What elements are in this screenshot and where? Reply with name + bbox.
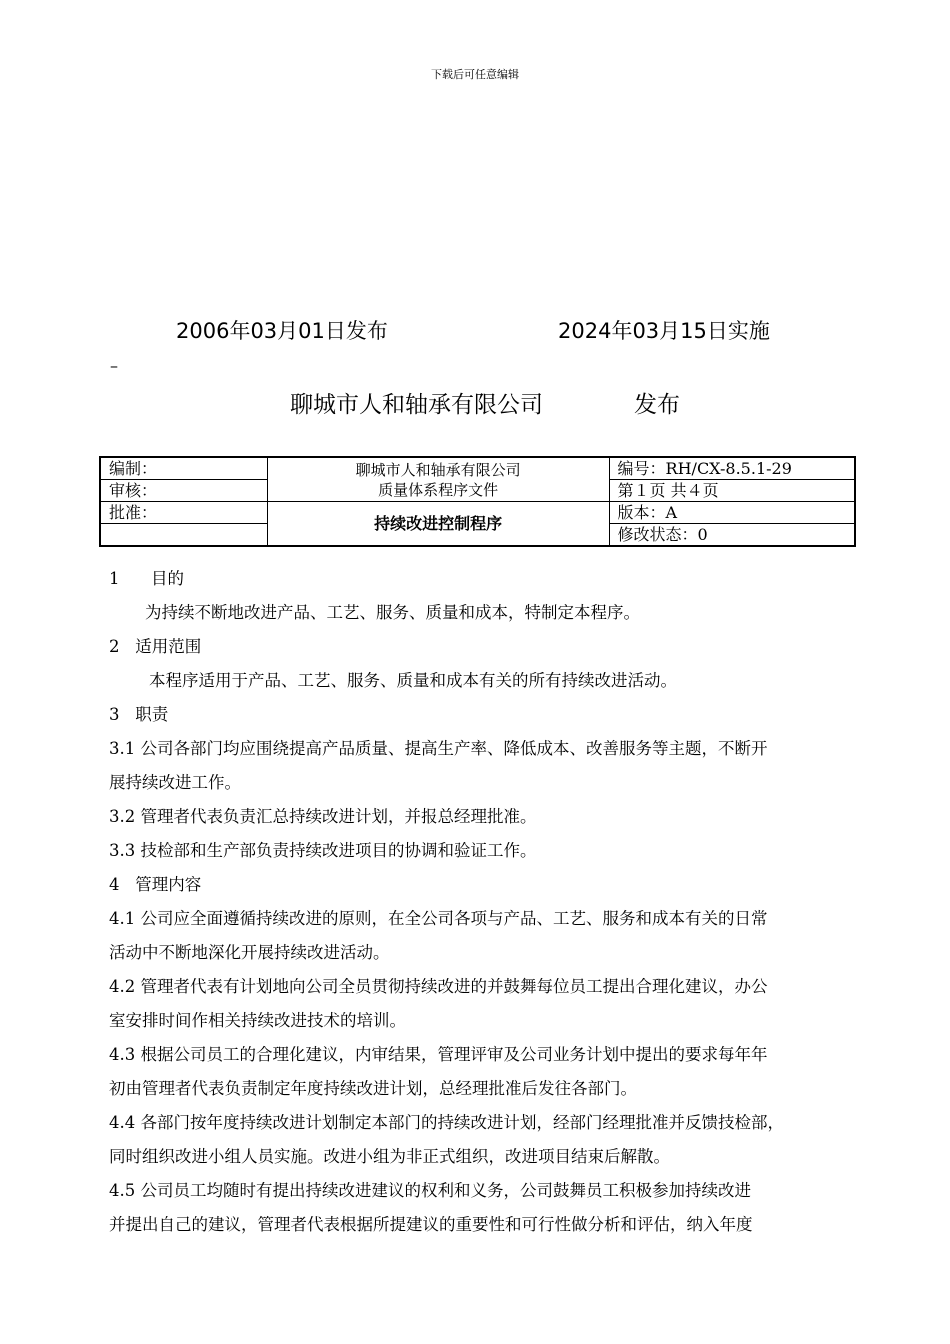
compiled-label: 编制：: [100, 457, 267, 480]
document-body: [109, 562, 869, 1242]
section-3-1-line2: 展持续改进工作。: [109, 773, 241, 792]
section-3-title: 3 职责: [109, 705, 169, 724]
revision-status: 修改状态：0: [609, 524, 855, 547]
dash-mark: –: [110, 356, 118, 375]
section-4-title: 4 管理内容: [109, 875, 202, 894]
section-4-3-line1: 4.3 根据公司员工的合理化建议，内审结果，管理评审及公司业务计划中提出的要求每年年: [109, 1045, 768, 1064]
section-2-text: 本程序适用于产品、工艺、服务、质量和成本有关的所有持续改进活动。: [149, 671, 677, 690]
table-company-name: 聊城市人和轴承有限公司: [355, 461, 521, 479]
effective-date: 2024年03月15日实施: [558, 319, 770, 343]
company-name: 聊城市人和轴承有限公司: [290, 392, 543, 418]
page-info: 第１页 共４页: [609, 480, 855, 502]
document-header-table: [99, 456, 856, 547]
doc-number: 编号：RH/CX-8.5.1-29: [609, 457, 855, 480]
approved-label: 批准：: [100, 502, 267, 524]
section-4-3-line2: 初由管理者代表负责制定年度持续改进计划，总经理批准后发往各部门。: [109, 1079, 637, 1098]
release-date: 2006年03月01日发布: [176, 319, 388, 343]
section-1-title: 1 目的: [109, 569, 184, 588]
company-doc-type-cell: [267, 457, 609, 502]
section-4-4-line2: 同时组织改进小组人员实施。改进小组为非正式组织，改进项目结束后解散。: [109, 1147, 670, 1166]
section-4-2-line2: 室安排时间作相关持续改进技术的培训。: [109, 1011, 406, 1030]
section-4-4-line1: 4.4 各部门按年度持续改进计划制定本部门的持续改进计划，经部门经理批准并反馈技检部，: [109, 1113, 784, 1132]
section-4-5-line2: 并提出自己的建议，管理者代表根据所提建议的重要性和可行性做分析和评估，纳入年度: [109, 1215, 753, 1234]
version: 版本：A: [609, 502, 855, 524]
section-3-3: 3.3 技检部和生产部负责持续改进项目的协调和验证工作。: [109, 841, 537, 860]
section-2-title: 2 适用范围: [109, 637, 202, 656]
publish-label: 发布: [634, 392, 680, 418]
section-3-2: 3.2 管理者代表负责汇总持续改进计划，并报总经理批准。: [109, 807, 537, 826]
section-4-5-line1: 4.5 公司员工均随时有提出持续改进建议的权利和义务，公司鼓舞员工积极参加持续改进: [109, 1181, 751, 1200]
doc-title-cell: [267, 502, 609, 547]
empty-cell: [100, 524, 267, 547]
section-4-1-line2: 活动中不断地深化开展持续改进活动。: [109, 943, 390, 962]
doc-title: 持续改进控制程序: [374, 513, 503, 533]
section-4-1-line1: 4.1 公司应全面遵循持续改进的原则，在全公司各项与产品、工艺、服务和成本有关的日常: [109, 909, 768, 928]
reviewed-label: 审核：: [100, 480, 267, 502]
watermark-text: 下载后可任意编辑: [431, 68, 519, 81]
section-3-1-line1: 3.1 公司各部门均应围绕提高产品质量、提高生产率、降低成本、改善服务等主题，不断开: [109, 739, 768, 758]
section-1-text: 为持续不断地改进产品、工艺、服务、质量和成本，特制定本程序。: [145, 603, 640, 622]
table-doc-type: 质量体系程序文件: [378, 481, 499, 499]
section-4-2-line1: 4.2 管理者代表有计划地向公司全员贯彻持续改进的并鼓舞每位员工提出合理化建议，办公: [109, 977, 768, 996]
